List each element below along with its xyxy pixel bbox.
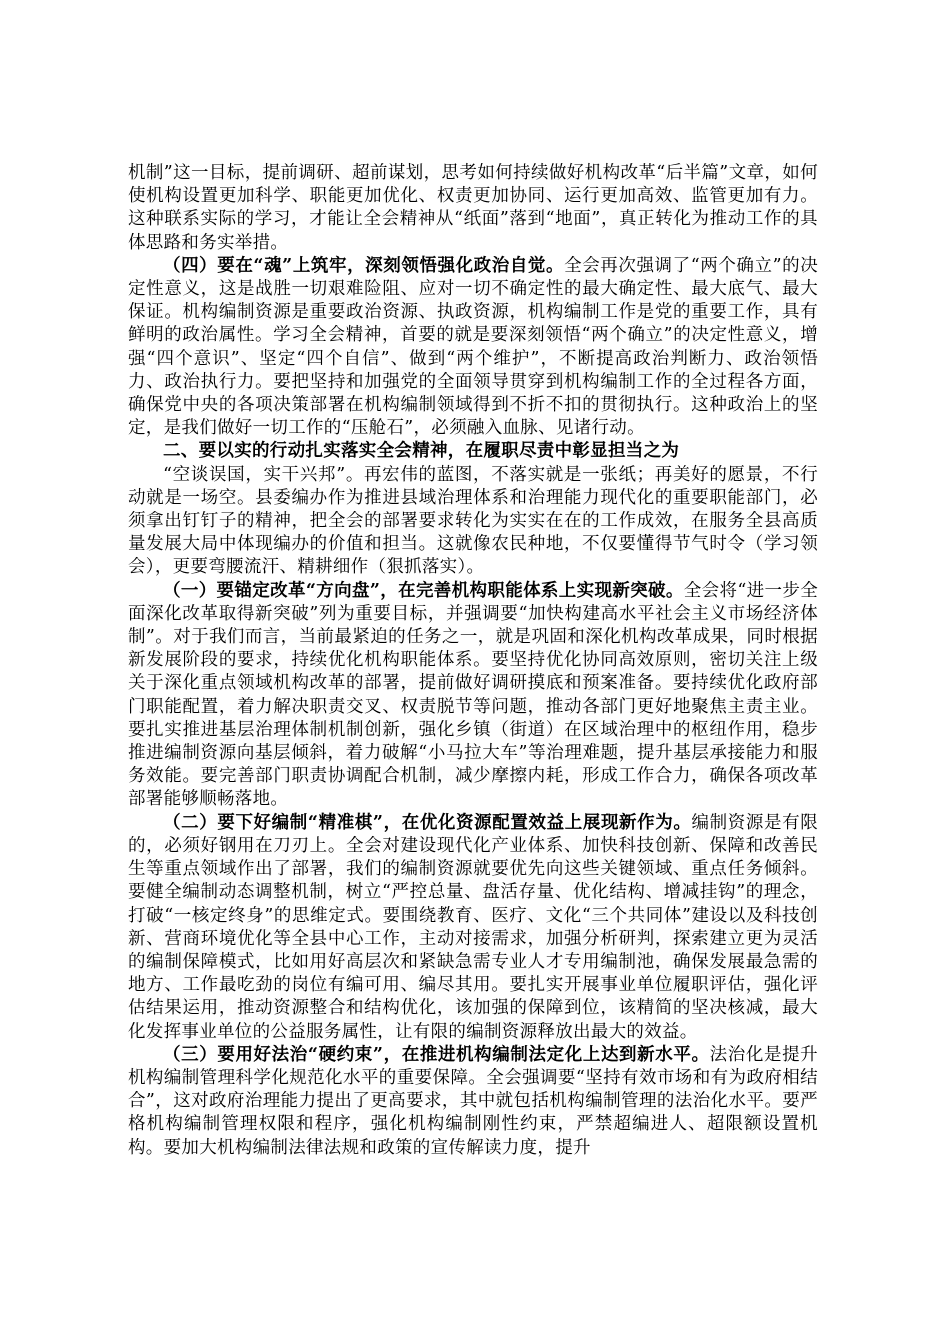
paragraph-lead: （三）要用好法治“硬约束”，在推进机构编制法定化上达到新水平。 bbox=[163, 1044, 710, 1065]
paragraph-text: 全会再次强调了“两个确立”的决定性意义，这是战胜一切艰难险阻、应对一切不确定性的最大确定性、最大底气、最大保证。机构编制资源是重要政治资源、执政资源，机构编制工作是党的重要工作，具有鲜明的政治属性。学习全会精神，首要的就是要深刻领悟“两个确立”的决定性意义，增强“四个意识”、坚定“四个自信”、做到“两个维护”，不断提高政治判断力、政治领悟力、政治执行力。要把坚持和加强党的全面领导贯穿到机构编制工作的全过程各方面，确保党中央的各项决策部署在机构编制领域得到不折不扣的贯彻执行。这种政治上的坚定，是我们做好一切工作的“压舱石”，必须融入血脉、见诸行动。 bbox=[128, 255, 818, 439]
paragraph-subsection-3 bbox=[128, 1044, 818, 1160]
paragraph-lead: （二）要下好编制“精准棋”，在优化资源配置效益上展现新作为。 bbox=[163, 812, 692, 833]
paragraph-text: 法治化是提升机构编制管理科学化规范化水平的重要保障。全会强调要“坚持有效市场和有为政府相结合”，这对政府治理能力提出了更高要求，其中就包括机构编制管理的法治化水平。要严格机构编制管理权限和程序，强化机构编制刚性约束，严禁超编进人、超限额设置机构。要加大机构编制法律法规和政策的宣传解读力度，提升 bbox=[128, 1044, 818, 1158]
paragraph-text: 全会将“进一步全面深化改革取得新突破”列为重要目标，并强调要“加快构建高水平社会主义市场经济体制”。对于我们而言，当前最紧迫的任务之一，就是巩固和深化机构改革成果，同时根据新发展阶段的要求，持续优化机构职能体系。要坚持优化协同高效原则，密切关注上级关于深化重点领域机构改革的部署，提前做好调研摸底和预案准备。要持续优化政府部门职能配置，着力解决职责交叉、权责脱节等问题，推动各部门更好地聚焦主责主业。要扎实推进基层治理体制机制创新，强化乡镇（街道）在区域治理中的枢纽作用，稳步推进编制资源向基层倾斜，着力破解“小马拉大车”等治理难题，提升基层承接能力和服务效能。要完善部门职责协调配合机制，减少摩擦内耗，形成工作合力，确保各项改革部署能够顺畅落地。 bbox=[128, 580, 818, 810]
paragraph-lead: （一）要锚定改革“方向盘”，在完善机构职能体系上实现新突破。 bbox=[163, 580, 684, 601]
paragraph-section-4 bbox=[128, 255, 818, 441]
paragraph-text: 机制”这一目标，提前调研、超前谋划，思考如何持续做好机构改革“后半篇”文章，如何使机构设置更加科学、职能更加优化、权责更加协同、运行更加高效、监管更加有力。这种联系实际的学习，才能让全会精神从“纸面”落到“地面”，真正转化为推动工作的具体思路和务实举措。 bbox=[128, 163, 818, 253]
paragraph-subsection-1 bbox=[128, 580, 818, 812]
document-body bbox=[128, 162, 818, 1160]
paragraph-text: “空谈误国，实干兴邦”。再宏伟的蓝图，不落实就是一张纸；再美好的愿景，不行动就是一场空。县委编办作为推进县域治理体系和治理能力现代化的重要职能部门，必须拿出钉钉子的精神，把全会的部署要求转化为实实在在的工作成效，在服务全县高质量发展大局中体现编办的价值和担当。这就像农民种地，不仅要懂得节气时令（学习领会），更要弯腰流汗、精耕细作（狠抓落实）。 bbox=[128, 464, 818, 578]
paragraph-continued bbox=[128, 162, 818, 255]
paragraph-text: 编制资源是有限的，必须好钢用在刀刃上。全会对建设现代化产业体系、加快科技创新、保障和改善民生等重点领域作出了部署，我们的编制资源就要优先向这些关键领域、重点任务倾斜。要健全编制动态调整机制，树立“严控总量、盘活存量、优化结构、增减挂钩”的理念，打破“一核定终身”的思维定式。要围绕教育、医疗、文化“三个共同体”建设以及科技创新、营商环境优化等全县中心工作，主动对接需求，加强分析研判，探索建立更为灵活的编制保障模式，比如用好高层次和紧缺急需专业人才专用编制池，确保发展最急需的地方、工作最吃劲的岗位有编可用、编尽其用。要扎实开展事业单位履职评估，强化评估结果运用，推动资源整合和结构优化，该加强的保障到位，该精简的坚决核减，最大化发挥事业单位的公益服务属性，让有限的编制资源释放出最大的效益。 bbox=[128, 812, 818, 1042]
paragraph-subsection-2 bbox=[128, 812, 818, 1044]
section-heading-2: 二、要以实的行动扎实落实全会精神，在履职尽责中彰显担当之为 bbox=[163, 441, 680, 462]
paragraph-intro bbox=[128, 464, 818, 580]
paragraph-lead: （四）要在“魂”上筑牢，深刻领悟强化政治自觉。 bbox=[163, 255, 565, 276]
